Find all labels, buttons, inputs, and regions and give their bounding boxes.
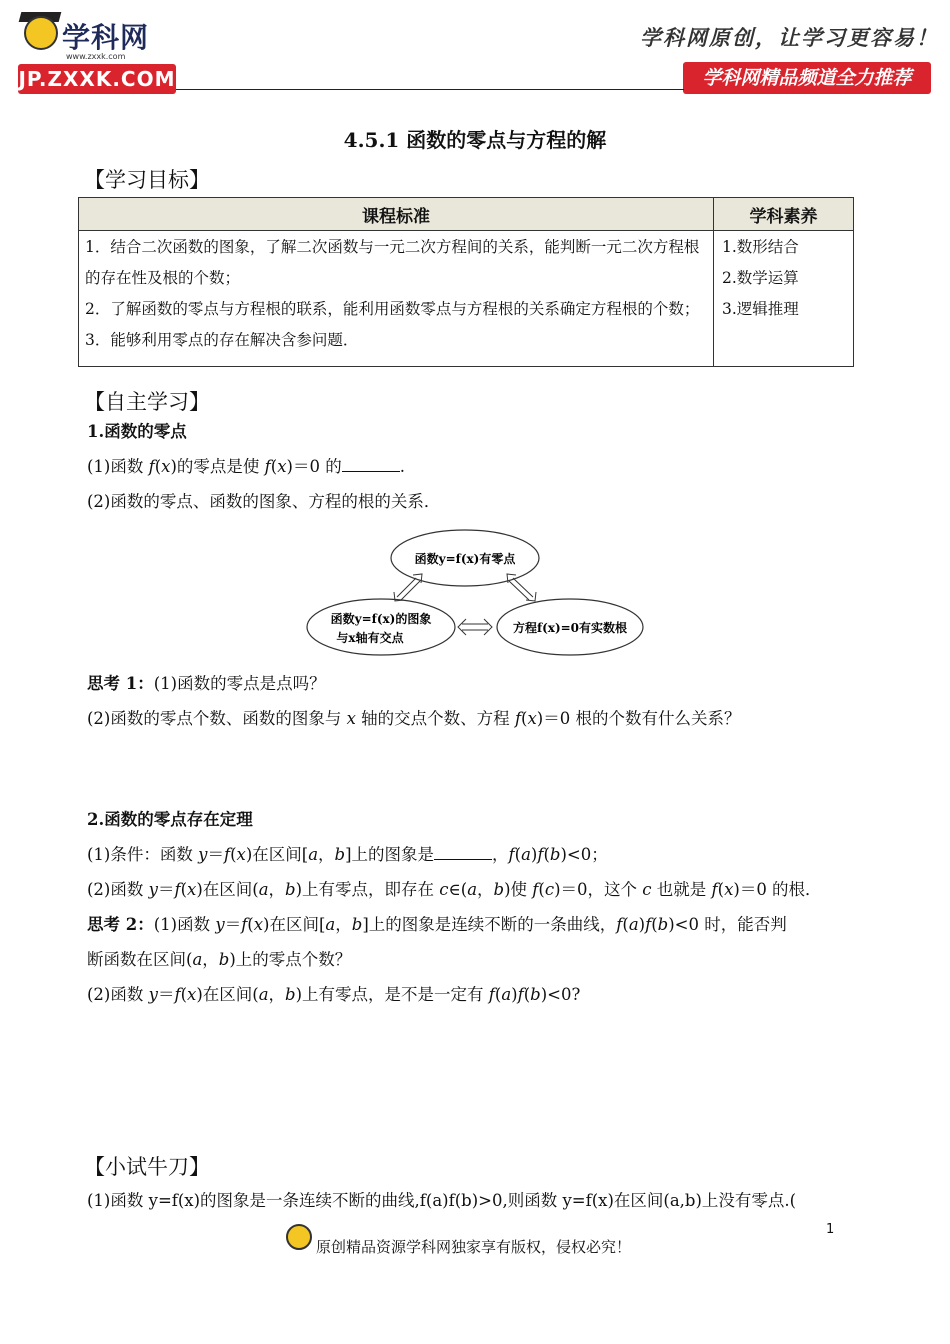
diagram-left-label-2: 与x轴有交点 xyxy=(336,631,404,645)
diagram-top-label: 函数y=f(x)有零点 xyxy=(414,552,516,566)
literacy-cell xyxy=(714,231,854,367)
footer-mascot-icon xyxy=(286,1224,312,1250)
part2-condition: (1)条件：函数 y＝f(x)在区间[a，b]上的图象是 ，f(a)f(b)<0； xyxy=(87,845,608,864)
think1-q2: (2)函数的零点个数、函数的图象与 x 轴的交点个数、方程 f(x)＝0 根的个数有什么关系？ xyxy=(87,709,741,728)
part1-line2: (2)函数的零点、函数的图象、方程的根的关系． xyxy=(87,492,441,511)
header-divider xyxy=(176,89,684,90)
table-header-literacy: 学科素养 xyxy=(714,198,854,231)
recommend-badge: 学科网精品频道全力推荐 xyxy=(683,62,931,94)
fill-blank xyxy=(434,845,492,860)
diagram-right-label: 方程f(x)=0有实数根 xyxy=(512,621,628,635)
think2-q2: (2)函数 y＝f(x)在区间(a，b)上有零点，是不是一定有 f(a)f(b)<0? xyxy=(87,985,581,1004)
site-domain-badge: JP.ZXXK.COM xyxy=(18,64,176,94)
fill-blank xyxy=(342,457,400,472)
goals-table xyxy=(78,197,854,367)
standard-item: 3．能够利用零点的存在解决含参问题． xyxy=(85,331,359,349)
diagram-left-label-1: 函数y=f(x)的图象 xyxy=(330,612,432,626)
part1-line1: (1)函数 f(x)的零点是使 f(x)＝0 的 . xyxy=(87,457,405,476)
relation-diagram xyxy=(300,526,650,660)
logo-name: 学科网 xyxy=(62,21,150,54)
part1-heading: 1.函数的零点 xyxy=(87,422,187,441)
part2-heading: 2.函数的零点存在定理 xyxy=(87,810,253,829)
literacy-item: 1.数形结合 xyxy=(722,238,799,256)
think2-q1-cont: 断函数在区间(a，b)上的零点个数？ xyxy=(87,950,352,969)
page-number: 1 xyxy=(826,1222,835,1237)
standards-cell xyxy=(79,231,714,367)
section-self-study: 【自主学习】 xyxy=(84,390,210,414)
standard-item: 2．了解函数的零点与方程根的联系，能利用函数零点与方程根的关系确定方程根的个数； xyxy=(85,300,700,318)
page-title: 4.5.1 函数的零点与方程的解 xyxy=(343,128,607,152)
logo-mascot-icon xyxy=(24,16,58,50)
standard-item: 1．结合二次函数的图象，了解二次函数与一元二次方程间的关系，能判断一元二次方程根的存在性及根的个数； xyxy=(85,238,700,287)
slogan: 学科网原创，让学习更容易！ xyxy=(640,25,939,50)
think1-q1: 思考 1：(1)函数的零点是点吗？ xyxy=(87,674,326,693)
diagram-arrow-middle xyxy=(458,619,492,635)
table-header-standards: 课程标准 xyxy=(79,198,714,231)
section-practice: 【小试牛刀】 xyxy=(84,1155,210,1179)
logo-url: www.zxxk.com xyxy=(66,52,126,61)
diagram-left-node xyxy=(307,599,455,655)
literacy-item: 3.逻辑推理 xyxy=(722,300,799,318)
footer-copyright: 原创精品资源学科网独家享有版权，侵权必究！ xyxy=(316,1238,632,1256)
section-goals: 【学习目标】 xyxy=(84,168,210,192)
practice-q1: (1)函数 y=f(x)的图象是一条连续不断的曲线,f(a)f(b)>0,则函数 y=f(x)在区间(a,b)上没有零点.( xyxy=(87,1191,797,1210)
literacy-item: 2.数学运算 xyxy=(722,269,799,287)
part2-conclusion: (2)函数 y＝f(x)在区间(a，b)上有零点，即存在 c∈(a，b)使 f(c)＝0，这个 c 也就是 f(x)＝0 的根． xyxy=(87,880,822,899)
think2-q1: 思考 2：(1)函数 y＝f(x)在区间[a，b]上的图象是连续不断的一条曲线，f(a)f(b)<0 时，能否判 xyxy=(87,915,787,934)
